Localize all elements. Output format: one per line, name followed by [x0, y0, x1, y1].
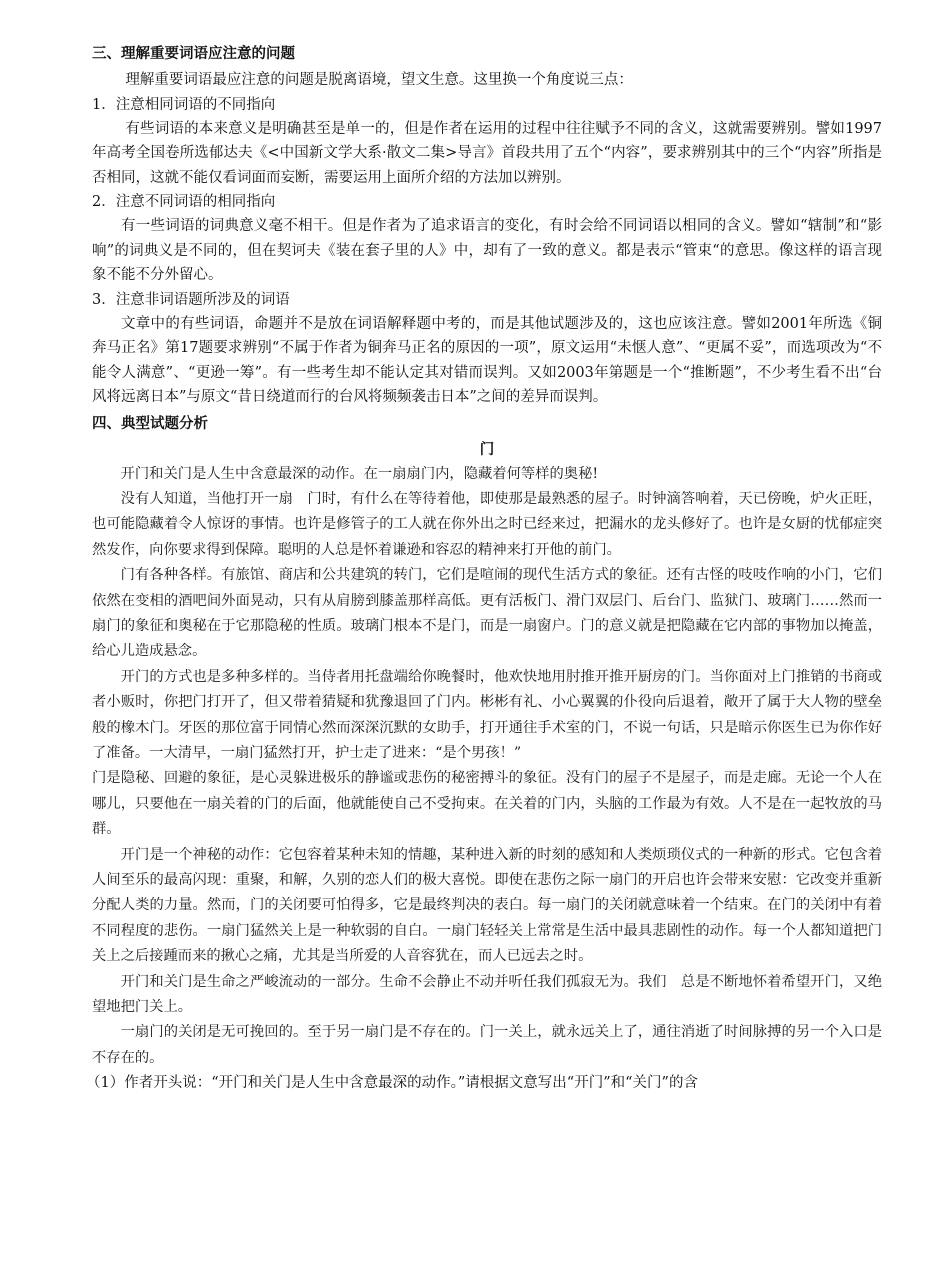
point2-body: 有一些词语的词典意义毫不相干。但是作者为了追求语言的变化，有时会给不同词语以相同的含义。譬如“辖制”和“影响”的词典义是不同的，但在契诃夫《装在套子里的人》中，却有了一致的意义。都是表示“管束“的意思。像这样的语言现象不能不分外留心。: [92, 218, 882, 283]
document-page: [86, 40, 882, 1095]
section4-heading: 四、典型试题分析: [92, 415, 208, 432]
point1-title: 1．注意相同词语的不同指向: [92, 96, 276, 113]
point2-title: 2．注意不同词语的相同指向: [92, 194, 276, 210]
article-paragraph: 开门是一个神秘的动作：它包容着某种未知的情趣，某种进入新的时刻的感知和人类烦琐仪式的一种新的形式。它包含着人间至乐的最高闪现：重聚，和解，久别的恋人们的极大喜悦。即使在悲伤之际一扇门的开启也许会带来安慰：它改变并重新分配人类的力量。然而，门的关闭要可怕得多，它是最终判决的表白。每一扇门的关闭就意味着一个结束。在门的关闭中有着不同程度的悲伤。一扇门猛然关上是一种软弱的自白。一扇门轻轻关上常常是生活中最具悲剧性的动作。每一个人都知道把门关上之后接踵而来的揪心之痛，尤其是当所爱的人音容犹在，而人已远去之时。: [92, 846, 882, 965]
article-paragraph: 开门和关门是人生中含意最深的动作。在一扇扇门内，隐藏着何等样的奥秘!: [120, 465, 599, 482]
question-1: （1）作者开头说：“开门和关门是人生中含意最深的动作。”请根据文意写出“开门”和“关门”的含: [86, 1075, 698, 1092]
article-title: 门: [479, 440, 495, 458]
section3-intro: 理解重要词语最应注意的问题是脱离语境，望文生意。这里换一个角度说三点：: [125, 72, 633, 88]
point3-body: 文章中的有些词语，命题并不是放在词语解释题中考的，而是其他试题涉及的，这也应该注意。譬如2001年所选《铜奔马正名》第17题要求辨别“不属于作者为铜奔马正名的原因的一项”，原文运用“未惬人意”、“更属不妥”，而选项改为“不能令人满意”、“更逊一筹”。有一些考生却不能认定其对错而误判。又如2003年第题是一个“推断题”，不少考生看不出“台风将远离日本”与原文“昔日绕道而行的台风将频频袭击日本”之间的差异而误判。: [92, 315, 882, 405]
point1-body: 有些词语的本来意义是明确甚至是单一的，但是作者在运用的过程中往往赋予不同的含义，这就需要辨别。譬如1997年高考全国卷所选郁达夫《<中国新文学大系·散文二集>导言》首段共用了五个“内容”，要求辨别其中的三个“内容”所指是否相同，这就不能仅看词面而妄断，需要运用上面所介绍的方法加以辨别。: [92, 120, 882, 186]
article-paragraph: 门有各种各样。有旅馆、商店和公共建筑的转门，它们是喧闹的现代生活方式的象征。还有古怪的吱吱作响的小门，它们依然在变相的酒吧间外面晃动，只有从肩膀到膝盖那样高低。更有活板门、滑门双层门、后台门、监狱门、玻璃门……然而一扇门的象征和奥秘在于它那隐秘的性质。玻璃门根本不是门，而是一扇窗户。门的意义就是把隐藏在它内部的事物加以掩盖，给心儿造成悬念。: [92, 567, 882, 660]
article-paragraph: 开门和关门是生命之严峻流动的一部分。生命不会静止不动并听任我们孤寂无为。我们 总是不断地怀着希望开门，又绝望地把门关上。: [92, 973, 882, 1016]
article-paragraph: 开门的方式也是多种多样的。当侍者用托盘端给你晚餐时，他欢快地用肘推开推开厨房的门。当你面对上门推销的书商或者小贩时，你把门打开了，但又带着猜疑和犹豫退回了门内。彬彬有礼、小心翼翼的仆役向后退着，敞开了属于大人物的壁垒般的橡木门。牙医的那位富于同情心然而深深沉默的女助手，打开通往手术室的门，不说一句话，只是暗示你医生已为你作好了准备。一大清早，一扇门猛然打开，护士走了进来：“是个男孩！”: [92, 668, 882, 761]
point3-title: 3．注意非词语题所涉及的词语: [92, 291, 290, 308]
article-paragraph: 没有人知道，当他打开一扇 门时，有什么在等待着他，即使那是最熟悉的屋子。时钟滴答响着，天已傍晚，炉火正旺，也可能隐藏着令人惊讶的事情。也许是修管子的工人就在你外出之时已经来过，把漏水的龙头修好了。也许是女厨的忧郁症突然发作，向你要求得到保障。聪明的人总是怀着谦逊和容忍的精神来打开他的前门。: [92, 490, 882, 558]
article-paragraph: 一扇门的关闭是无可挽回的。至于另一扇门是不存在的。门一关上，就永远关上了，通往消逝了时间脉搏的另一个入口是不存在的。: [92, 1024, 882, 1066]
section3-heading: 三、理解重要词语应注意的问题: [92, 46, 295, 62]
article-paragraph: 门是隐秘、回避的象征，是心灵躲进极乐的静谧或悲伤的秘密搏斗的象征。没有门的屋子不是屋子，而是走廊。无论一个人在哪儿，只要他在一扇关着的门的后面，他就能使自己不受拘束。在关着的门内，头脑的工作最为有效。人不是在一起牧放的马群。: [92, 770, 882, 838]
